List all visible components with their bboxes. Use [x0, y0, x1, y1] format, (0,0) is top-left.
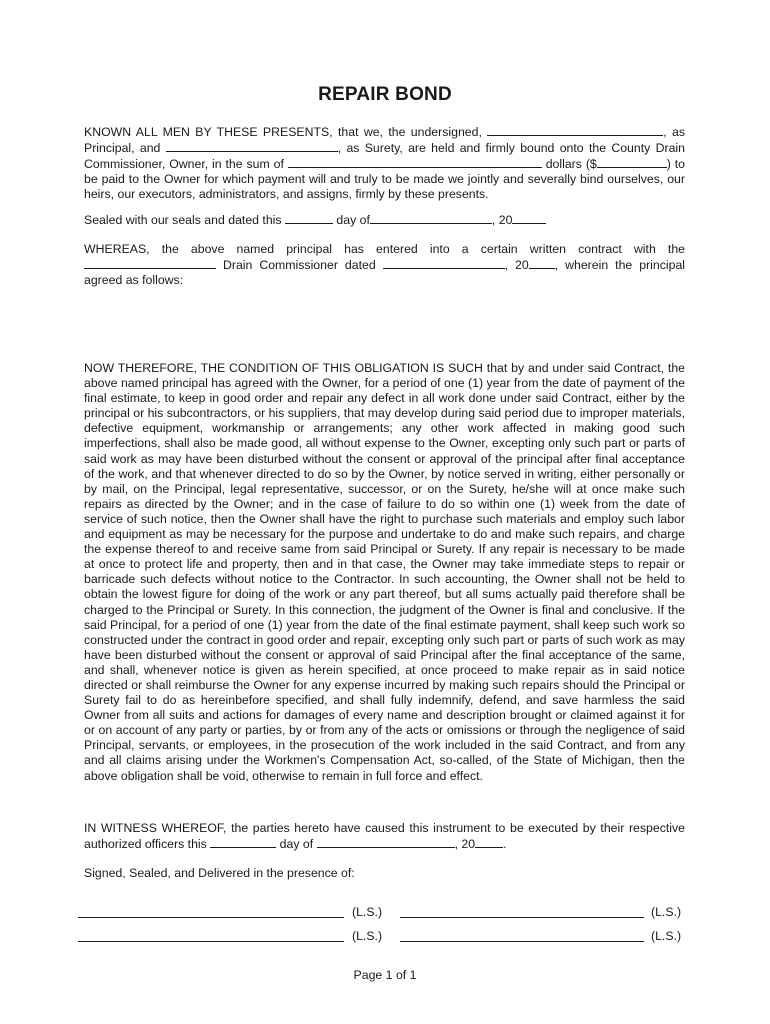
text: ) to be paid to the Owner for which payment will and truly to be made we jointly and severally bind ourselves, our heirs, our executors, administrators, and assigns, firmly by these presents. [84, 157, 686, 202]
year-blank[interactable] [512, 212, 546, 224]
sum-amount-blank[interactable] [597, 156, 667, 168]
text: , as Surety, are held and firmly bound onto the County Drain Commissioner, Owner, in the sum of [84, 141, 685, 172]
witness-day-blank[interactable] [210, 836, 276, 848]
text: , 20 [504, 258, 529, 273]
paragraph-witness [84, 821, 685, 852]
text: dollars ($ [545, 157, 597, 172]
text: KNOWN ALL MEN BY THESE PRESENTS, that we, the undersigned, [84, 125, 482, 139]
text: . [503, 837, 507, 852]
ls-label: (L.S.) [651, 905, 682, 919]
text: , 20 [454, 837, 476, 852]
paragraph-condition: NOW THEREFORE, THE CONDITION OF THIS OBLIGATION IS SUCH that by and under said Contract, the above named principal has agreed with the Owner, for a period of one (1) year from the date of payment of the final estimate, to keep in good order and repair any defect in all work done under said Contract, either by the principal or his subcontractors, or his suppliers, that may develop during said period due to improper materials, defective equipment, workmanship or arrangements; any other work affected in making good such imperfections, shall also be made good, all without expense to the Owner, excepting only such part or parts of said work as may have been disturbed without the consent or approval of the principal after final acceptance of the work, and that whenever directed to do so by the Owner, by notice served in writing, either personally or by mail, on the Principal, legal representative, successor, or on the Surety, he/she will at once make such repairs as directed by the Owner; and in the case of failure to do so within one (1) week from the date of service of such notice, then the Owner shall have the right to purchase such materials and employ such labor and equipment as may be necessary for the purpose and undertake to do and make such repairs, and charge the expense thereof to and receive same from said Principal or Surety. If any repair is necessary to be made at once to protect life and property, then and in that case, the Owner may take immediate steps to repair or barricade such defects without notice to the Contractor. In such accounting, the Owner shall not be held to obtain the lowest figure for doing of the work or any part thereof, but all sums actually paid therefore shall be charged to the Principal or Surety. In this connection, the judgment of the Owner is final and conclusive. If the said Principal, for a period of one (1) year from the date of the final estimate payment, shall keep such work so constructed under the contract in good order and repair, excepting only such part or parts of such work as may have been disturbed without the consent or approval of said Principal after the final acceptance of the same, and shall, whenever notice is given as herein specified, at once proceed to make repair as in said notice directed or shall reimburse the Owner for any expense incurred by making such repairs should the Principal or Surety fail to do as hereinbefore specified, and shall fully indemnify, defend, and save harmless the said Owner from all suits and actions for damages of every name and description brought or claimed against it for or on account of any party or parties, by or from any of the acts or omissions or through the negligence of said Principal, servants, or employees, in the prosecution of the work included in the said Contract, and from any and all claims arising under the Workmen's Compensation Act, so-called, of the State of Michigan, then the above obligation shall be void, otherwise to remain in full force and effect. [84, 361, 685, 783]
text: day of [336, 213, 370, 227]
contract-year-blank[interactable] [529, 257, 555, 269]
witness-month-blank[interactable] [317, 836, 455, 848]
signature-line[interactable] [78, 917, 344, 918]
day-blank[interactable] [285, 212, 333, 224]
contract-date-blank[interactable] [383, 257, 505, 269]
paragraph-signed-sealed: Signed, Sealed, and Delivered in the presence of: [84, 866, 355, 880]
paragraph-sealed [84, 212, 685, 228]
text: Drain Commissioner dated [222, 258, 376, 273]
text: WHEREAS, the above named principal has entered into a certain written contract with the [84, 242, 685, 256]
witness-year-blank[interactable] [475, 836, 503, 848]
text: IN WITNESS WHEREOF, the parties hereto have caused this instrument to be executed by their respective authorized officers this [84, 821, 685, 852]
county-blank[interactable] [84, 257, 216, 269]
ls-label: (L.S.) [651, 929, 682, 943]
sum-words-blank[interactable] [288, 156, 542, 168]
signature-line[interactable] [78, 941, 344, 942]
text: day of [279, 837, 314, 852]
month-blank[interactable] [370, 212, 492, 224]
paragraph-known-all-men [84, 124, 685, 202]
signature-line[interactable] [400, 917, 644, 918]
principal-name-blank[interactable] [487, 124, 663, 136]
document-title: REPAIR BOND [318, 84, 452, 105]
paragraph-whereas [84, 242, 685, 288]
text: , 20 [491, 213, 513, 227]
ls-label: (L.S.) [352, 929, 383, 943]
signature-line[interactable] [400, 941, 644, 942]
surety-name-blank[interactable] [166, 140, 338, 152]
page-number: Page 1 of 1 [353, 968, 417, 982]
text: Sealed with our seals and dated this [84, 213, 282, 227]
ls-label: (L.S.) [352, 905, 383, 919]
text: , wherein the principal agreed as follows: [84, 258, 686, 288]
text: , as Principal, and [84, 125, 686, 156]
